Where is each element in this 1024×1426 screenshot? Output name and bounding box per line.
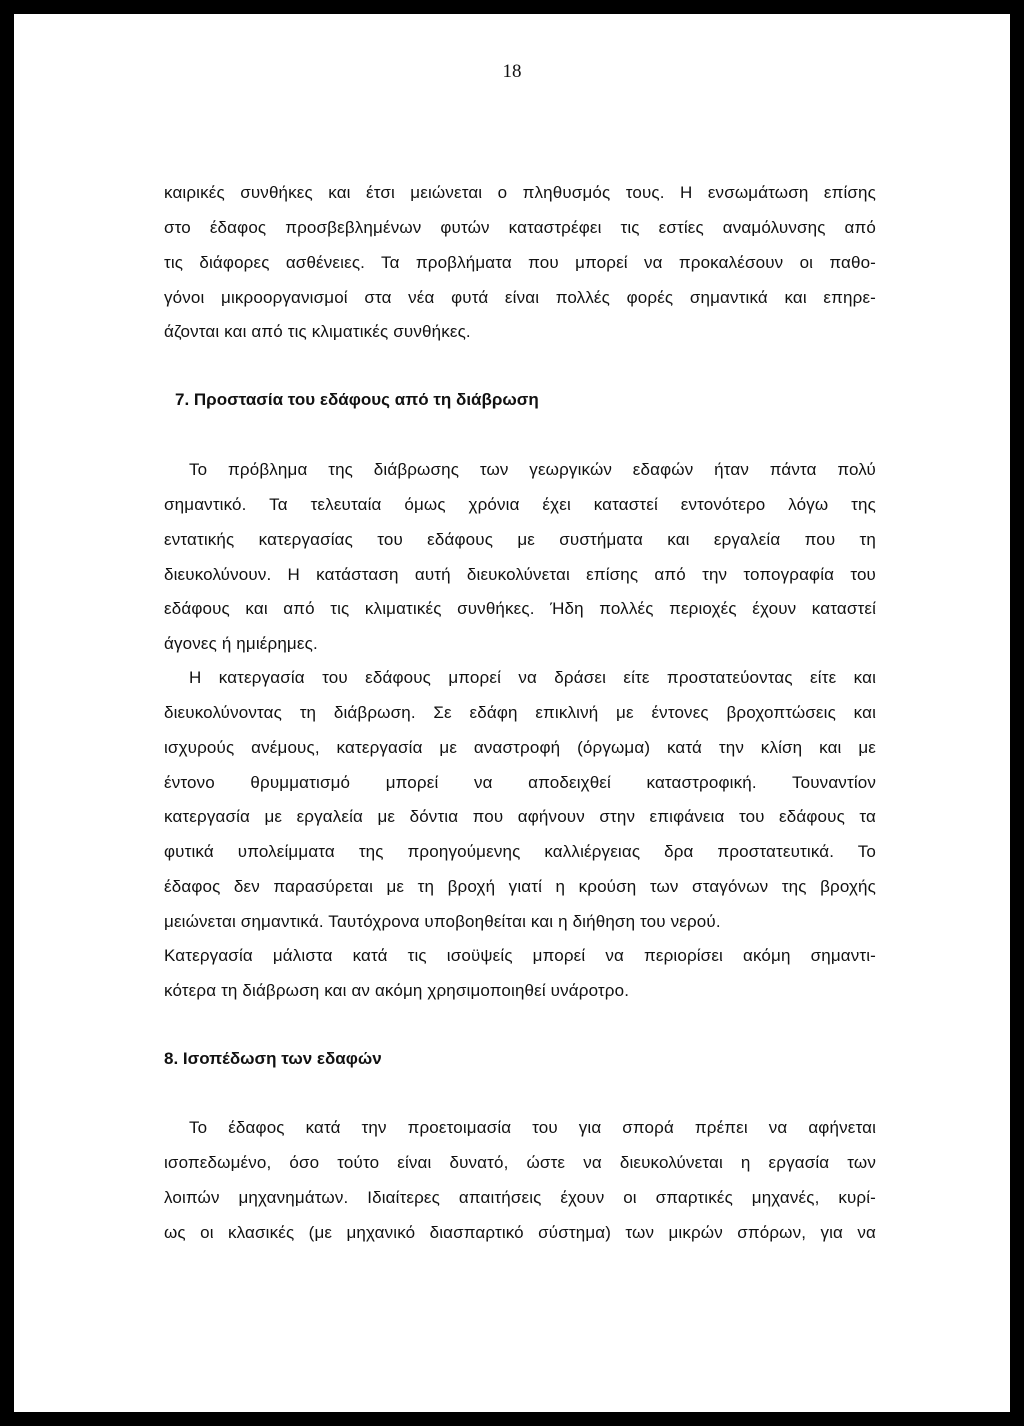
paragraph-line: διευκολύνουν. Η κατάσταση αυτή διευκολύνεται επίσης από την τοπογραφία του [164, 565, 876, 584]
paragraph-line: κατεργασία με εργαλεία με δόντια που αφήνουν στην επιφάνεια του εδάφους τα [164, 807, 876, 826]
paragraph-line: έδαφος δεν παρασύρεται με τη βροχή γιατί η κρούση των σταγόνων της βροχής [164, 877, 876, 896]
section-heading: 8. Ισοπέδωση των εδαφών [164, 1049, 382, 1068]
section-heading: 7. Προστασία του εδάφους από τη διάβρωση [175, 390, 539, 409]
paragraph-line: σημαντικό. Τα τελευταία όμως χρόνια έχει καταστεί εντονότερο λόγω της [164, 495, 876, 514]
document-page [14, 14, 1010, 1412]
paragraph-line: έντονο θρυμματισμό μπορεί να αποδειχθεί καταστροφική. Τουναντίον [164, 773, 876, 792]
paragraph-line: Η κατεργασία του εδάφους μπορεί να δράσει είτε προστατεύοντας είτε και [189, 668, 876, 687]
paragraph-line: μειώνεται σημαντικά. Ταυτόχρονα υποβοηθείται και η διήθηση του νερού. [164, 912, 721, 931]
page-number: 18 [502, 61, 522, 82]
paragraph-line: διευκολύνοντας τη διάβρωση. Σε εδάφη επικλινή με έντονες βροχοπτώσεις και [164, 703, 876, 722]
paragraph-line: λοιπών μηχανημάτων. Ιδιαίτερες απαιτήσεις έχουν οι σπαρτικές μηχανές, κυρί- [164, 1188, 876, 1207]
paragraph-line: γόνοι μικροοργανισμοί στα νέα φυτά είναι πολλές φορές σημαντικά και επηρε- [164, 288, 876, 307]
paragraph-line: ως οι κλασικές (με μηχανικό διασπαρτικό σύστημα) των μικρών σπόρων, για να [164, 1223, 876, 1242]
paragraph-line: ισχυρούς ανέμους, κατεργασία με αναστροφή (όργωμα) κατά την κλίση και με [164, 738, 876, 757]
paragraph-line: ισοπεδωμένο, όσο τούτο είναι δυνατό, ώστε να διευκολύνεται η εργασία των [164, 1153, 876, 1172]
paragraph-line: κότερα τη διάβρωση και αν ακόμη χρησιμοποιηθεί υνάροτρο. [164, 981, 630, 1000]
paragraph-line: Το πρόβλημα της διάβρωσης των γεωργικών εδαφών ήταν πάντα πολύ [189, 460, 876, 479]
paragraph-line: τις διάφορες ασθένειες. Τα προβλήματα που μπορεί να προκαλέσουν οι παθο- [164, 253, 876, 272]
paragraph-line: εντατικής κατεργασίας του εδάφους με συστήματα και εργαλεία που τη [164, 530, 876, 549]
paragraph-line: άζονται και από τις κλιματικές συνθήκες. [164, 322, 471, 341]
paragraph-line: φυτικά υπολείμματα της προηγούμενης καλλιέργειας δρα προστατευτικά. Το [164, 842, 876, 861]
paragraph-line: Το έδαφος κατά την προετοιμασία του για σπορά πρέπει να αφήνεται [189, 1118, 876, 1137]
paragraph-line: στο έδαφος προσβεβλημένων φυτών καταστρέφει τις εστίες αναμόλυνσης από [164, 218, 876, 237]
paragraph-line: άγονες ή ημιέρημες. [164, 634, 318, 653]
paragraph-line: Κατεργασία μάλιστα κατά τις ισοϋψείς μπορεί να περιορίσει ακόμη σημαντι- [164, 946, 876, 965]
paragraph-line: εδάφους και από τις κλιματικές συνθήκες. Ήδη πολλές περιοχές έχουν καταστεί [164, 599, 876, 618]
paragraph-line: καιρικές συνθήκες και έτσι μειώνεται ο πληθυσμός τους. Η ενσωμάτωση επίσης [164, 183, 876, 202]
